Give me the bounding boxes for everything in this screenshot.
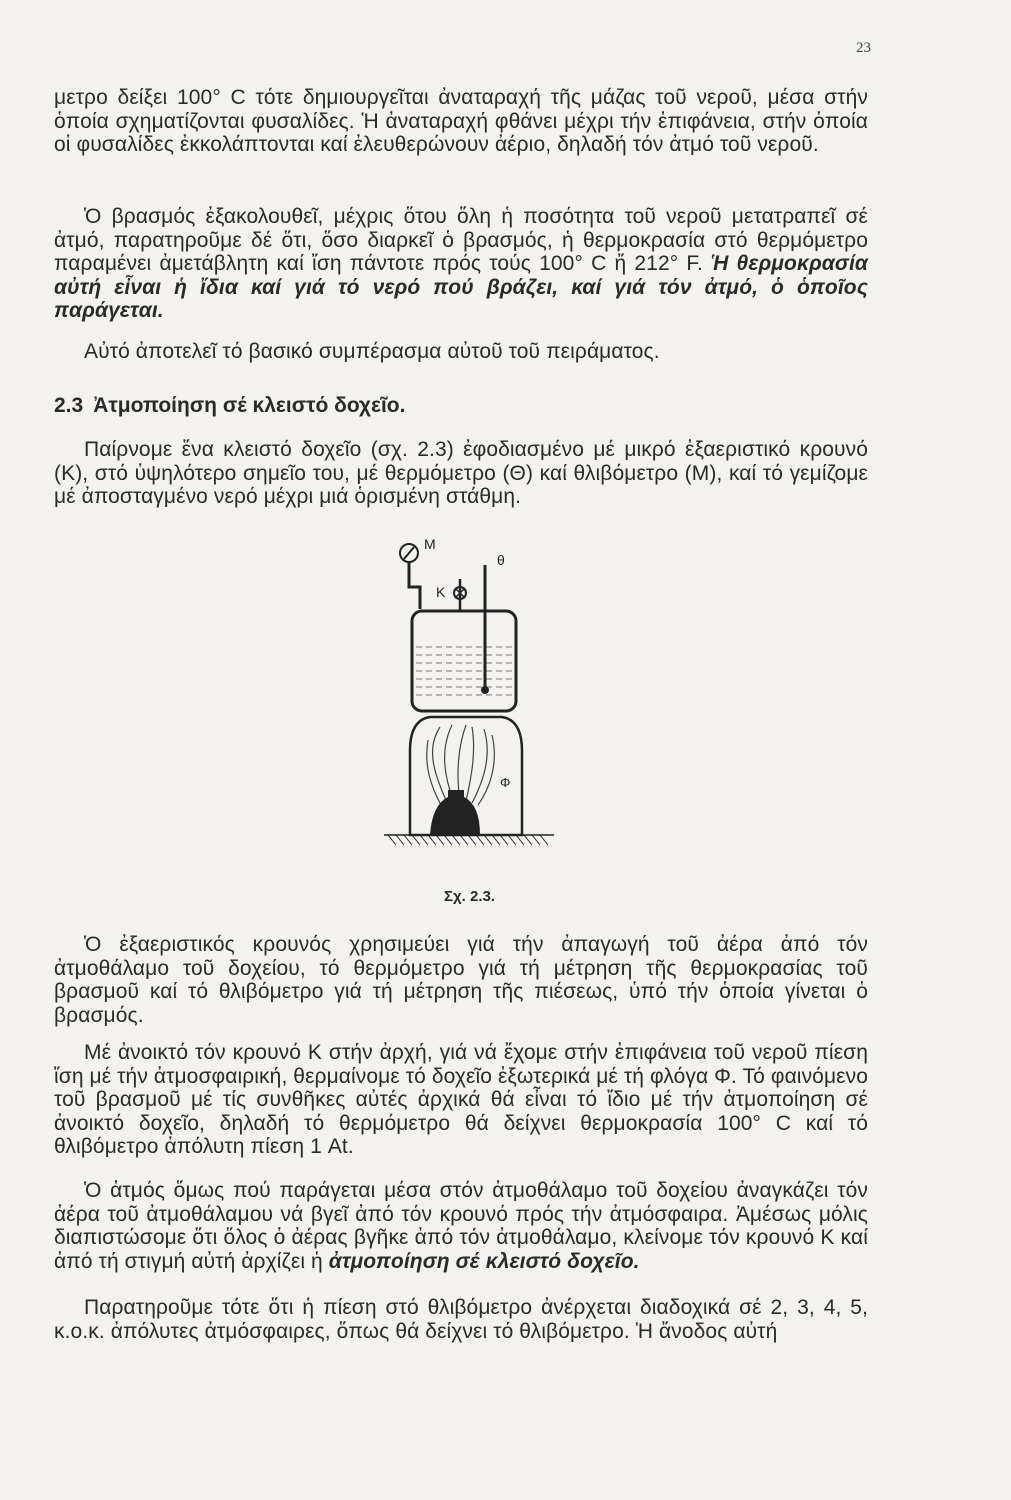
paragraph-body	[54, 205, 868, 323]
paragraph-text: μετρο δείξει 100° C τότε δημιουργεῖται ἀναταραχή τῆς μάζας τοῦ νεροῦ, μέσα στήν ὁποία σχηματίζονται φυσαλίδες. Ἡ ἀναταραχή φθάνει μέχρι τήν ἐπιφάνεια, στήν ὁποία οἱ φυσαλίδες ἐκκολάπτονται καί ἐλευθερώνουν ἀέριο, δηλαδή τόν ἀτμό τοῦ νεροῦ.	[54, 86, 868, 156]
paragraph-text: Ὁ βρασμός ἐξακολουθεῖ, μέχρις ὅτου ὅλη ἡ ποσότητα τοῦ νεροῦ μετατραπεῖ σέ ἀτμό, παρατηροῦμε δέ ὅτι, ὅσο διαρκεῖ ὁ βρασμός, ἡ θερμοκρασία στό θερμόμετρο παραμένει ἀμετάβλητη καί ἴση πάντοτε πρός τούς 100° C ἤ 212° F.	[54, 205, 868, 275]
paragraph-heating	[54, 1041, 868, 1159]
ground-hatching	[388, 835, 548, 845]
page-number: 23	[856, 40, 871, 56]
paragraph-conclusion	[54, 340, 868, 364]
paragraph-text: Παίρνομε ἕνα κλειστό δοχεῖο (σχ. 2.3) ἐφοδιασμένο μέ μικρό ἐξαεριστικό κρουνό (Κ), στό ὑψηλότερο σημεῖο του, μέ θερμόμετρο (Θ) καί θλιβόμετρο (Μ), καί τό γεμίζομε μέ ἀποσταγμένο νερό μέχρι μιά ὁρισμένη στάθμη.	[54, 438, 868, 508]
paragraph-text: Ὁ ἀτμός ὅμως πού παράγεται μέσα στόν ἀτμοθάλαμο τοῦ δοχείου ἀναγκάζει τόν ἀέρα τοῦ ἀτμοθάλαμου νά βγεῖ ἀπό τόν κρουνό πρός τήν ἀτμόσφαιρα. Ἀμέσως μόλις διαπιστώσομε ὅτι ὅλος ὁ ἀέρας βγῆκε ἀπό τόν ἀτμοθάλαμο, κλείνομε τόν κρουνό Κ καί ἀπό τή στιγμή αὐτή ἀρχίζει ἡ	[54, 1179, 868, 1273]
label-k: Κ	[436, 584, 446, 600]
paragraph-instruments-purpose	[54, 933, 868, 1027]
water-level	[416, 647, 512, 695]
paragraph-pressure-rise	[54, 1296, 868, 1343]
label-theta: θ	[497, 552, 505, 568]
paragraph-boiling-start	[54, 86, 868, 157]
label-m: Μ	[424, 536, 436, 552]
figure-caption: Σχ. 2.3.	[444, 888, 495, 905]
paragraph-air-removal	[54, 1179, 868, 1273]
paragraph-body	[54, 1179, 868, 1273]
paragraph-text: Αὐτό ἀποτελεῖ τό βασικό συμπέρασμα αὐτοῦ τοῦ πειράματος.	[84, 340, 660, 363]
figure-closed-vessel-diagram	[380, 535, 560, 855]
gauge-pipe	[409, 562, 420, 609]
paragraph-text: Παρατηροῦμε τότε ὅτι ἡ πίεση στό θλιβόμετρο ἀνέρχεται διαδοχικά σέ 2, 3, 4, 5, κ.ο.κ. ἀπόλυτες ἀτμόσφαιρες, ὅπως θά δείχνει τό θλιβόμετρο. Ἡ ἄνοδος αὐτή	[54, 1296, 868, 1343]
paragraph-boiling-continues	[54, 205, 868, 323]
emphasized-conclusion: Ἡ θερμοκρασία αὐτή εἶναι ἡ ἴδια καί γιά τό νερό πού βράζει, καί γιά τόν ἀτμό, ὁ ὁποῖος παράγεται.	[54, 252, 868, 322]
section-title: Ἀτμοποίηση σέ κλειστό δοχεῖο.	[93, 394, 406, 417]
label-phi: Φ	[500, 775, 511, 790]
vessel-diagram-svg	[380, 535, 560, 855]
section-number: 2.3	[54, 394, 84, 417]
burner	[430, 790, 480, 835]
section-heading	[54, 394, 405, 418]
paragraph-text: Ὁ ἐξαεριστικός κρουνός χρησιμεύει γιά τήν ἀπαγωγή τοῦ ἀέρα ἀπό τόν ἀτμοθάλαμο τοῦ δοχείου, τό θερμόμετρο γιά τή μέτρηση τῆς θερμοκρασίας τοῦ βρασμοῦ καί τό θλιβόμετρο γιά τή μέτρηση τῆς πιέσεως, ὑπό τήν ὁποία γίνεται ὁ βρασμός.	[54, 933, 868, 1027]
paragraph-text: Μέ ἀνοικτό τόν κρουνό Κ στήν ἀρχή, γιά νά ἔχομε στήν ἐπιφάνεια τοῦ νεροῦ πίεση ἴση μέ τήν ἀτμοσφαιρική, θερμαίνομε τό δοχεῖο ἐξωτερικά μέ τή φλόγα Φ. Τό φαινόμενο τοῦ βρασμοῦ μέ τίς συνθῆκες αὐτές ἀρχικά θά εἶναι τό ἴδιο μέ τήν ἀτμοποίηση σέ ἀνοικτό δοχεῖο, δηλαδή τό θερμόμετρο θά δείχνει θερμοκρασία 100° C καί τό θλιβόμετρο ἀπόλυτη πίεση 1 At.	[54, 1041, 868, 1158]
closed-vessel	[412, 611, 516, 711]
emphasized-term: ἀτμοποίηση σέ κλειστό δοχεῖο.	[328, 1249, 640, 1273]
paragraph-closed-vessel-setup	[54, 438, 868, 509]
